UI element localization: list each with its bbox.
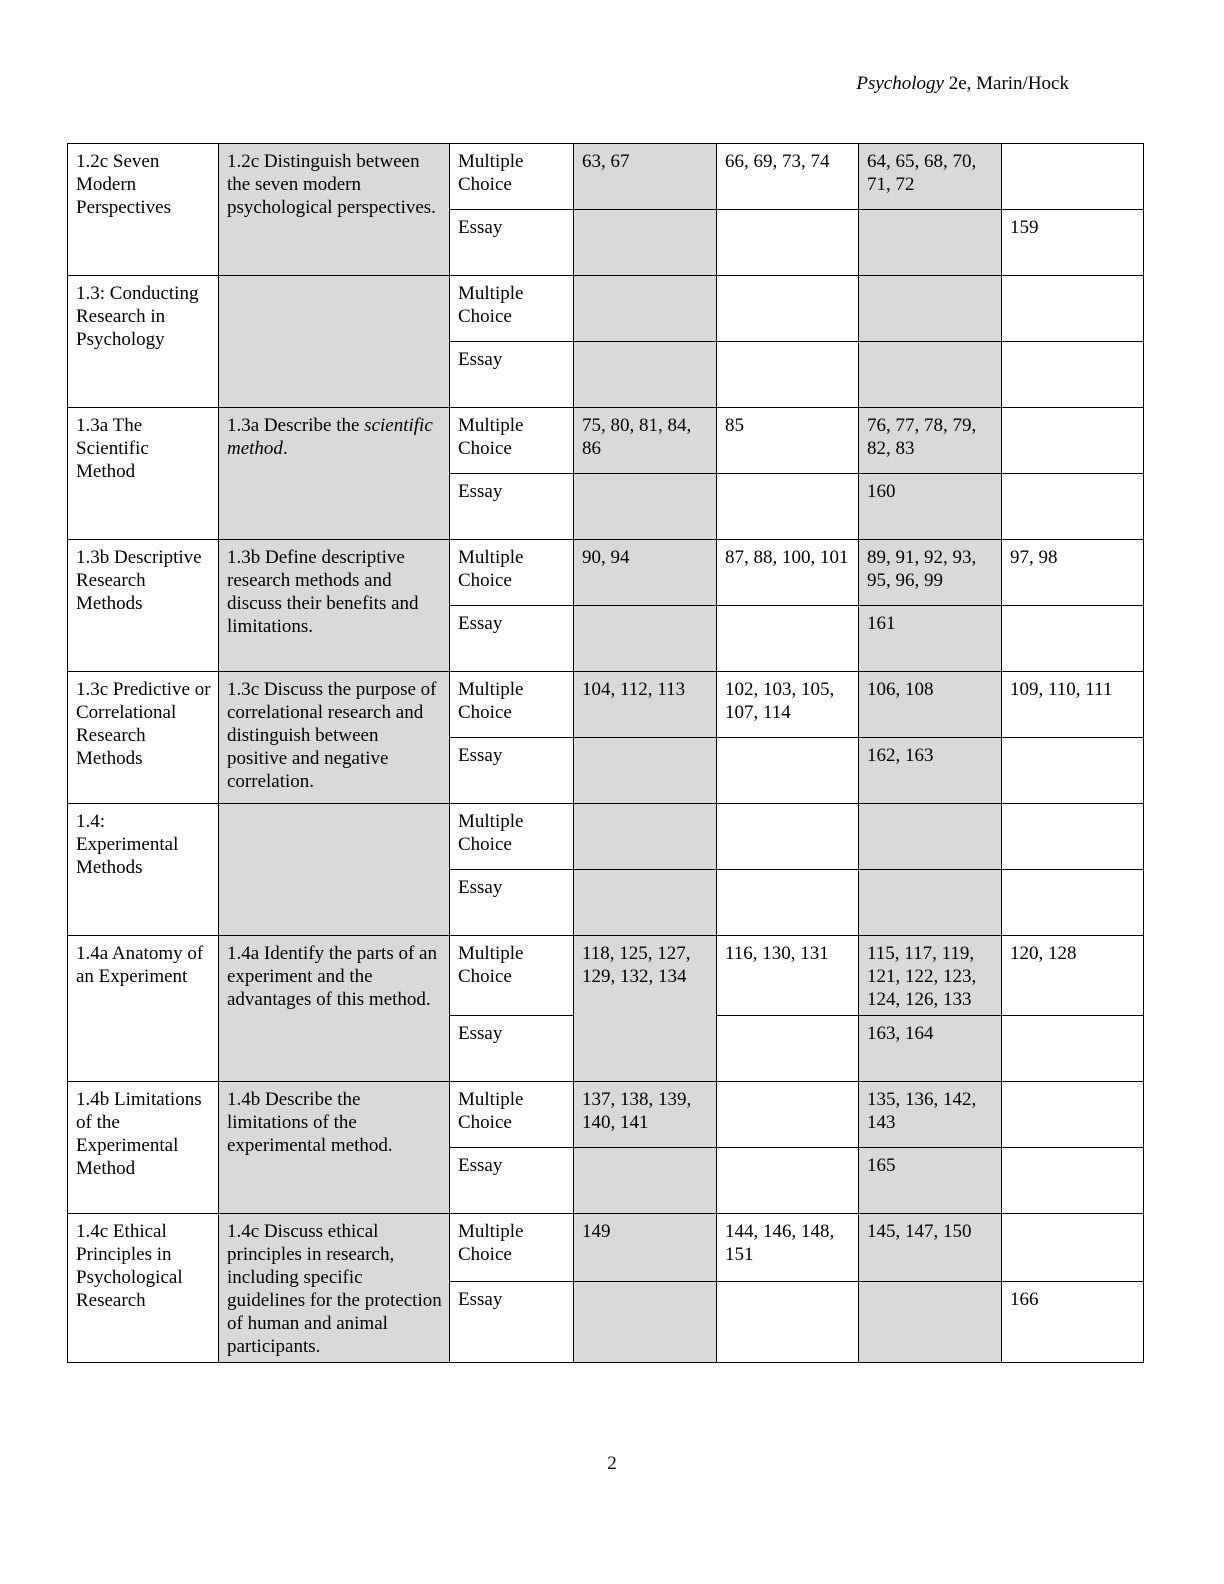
question-type-cell: Multiple Choice: [450, 540, 574, 606]
item-numbers-cell: 75, 80, 81, 84, 86: [574, 408, 717, 474]
item-numbers-cell: 120, 128: [1002, 936, 1144, 1016]
objective-cell: [219, 804, 450, 936]
item-numbers-cell: 90, 94: [574, 540, 717, 606]
question-type-cell: Essay: [450, 474, 574, 540]
topic-cell: 1.4b Limitations of the Experimental Method: [68, 1082, 219, 1214]
item-numbers-cell: [717, 1281, 859, 1362]
question-type-cell: Essay: [450, 210, 574, 276]
item-numbers-cell: 137, 138, 139, 140, 141: [574, 1082, 717, 1148]
topic-cell: 1.4a Anatomy of an Experiment: [68, 936, 219, 1082]
item-numbers-cell: 89, 91, 92, 93, 95, 96, 99: [859, 540, 1002, 606]
item-numbers-cell: [717, 1082, 859, 1148]
item-numbers-cell: [574, 738, 717, 804]
objective-text: 1.2c Distinguish between the seven modern psychological perspectives.: [227, 151, 436, 218]
question-type-cell: Essay: [450, 1148, 574, 1214]
item-numbers-cell: 144, 146, 148, 151: [717, 1214, 859, 1282]
item-numbers-cell: [574, 210, 717, 276]
topic-cell: 1.3c Predictive or Correlational Research Methods: [68, 672, 219, 804]
item-numbers-cell: [1002, 342, 1144, 408]
question-type-cell: Multiple Choice: [450, 804, 574, 870]
item-numbers-cell: 149: [574, 1214, 717, 1282]
question-type-cell: Essay: [450, 342, 574, 408]
item-numbers-cell: [717, 1016, 859, 1082]
item-numbers-cell: [1002, 804, 1144, 870]
item-numbers-cell: 159: [1002, 210, 1144, 276]
item-numbers-cell: [1002, 1016, 1144, 1082]
item-numbers-cell: [717, 804, 859, 870]
item-numbers-cell: 116, 130, 131: [717, 936, 859, 1016]
item-numbers-cell: [574, 276, 717, 342]
item-numbers-cell: [574, 474, 717, 540]
item-numbers-cell: 85: [717, 408, 859, 474]
item-numbers-cell: [717, 342, 859, 408]
item-numbers-cell: [859, 210, 1002, 276]
item-numbers-cell: [1002, 606, 1144, 672]
objective-text: 1.4b Describe the limitations of the experimental method.: [227, 1089, 393, 1156]
objective-text: 1.3b Define descriptive research methods and discuss their benefits and limitations.: [227, 547, 419, 637]
table-row: [68, 804, 1144, 870]
item-numbers-cell: 76, 77, 78, 79, 82, 83: [859, 408, 1002, 474]
question-type-cell: Essay: [450, 1281, 574, 1362]
table-row: [68, 936, 1144, 1016]
edition-authors: 2e, Marin/Hock: [943, 73, 1069, 94]
table-row: [68, 672, 1144, 738]
item-numbers-cell: 135, 136, 142, 143: [859, 1082, 1002, 1148]
objective-cell: [219, 540, 450, 672]
item-numbers-cell: 97, 98: [1002, 540, 1144, 606]
objective-cell: [219, 408, 450, 540]
question-type-cell: Multiple Choice: [450, 276, 574, 342]
table-row: [68, 540, 1144, 606]
topic-cell: 1.3a The Scientific Method: [68, 408, 219, 540]
objective-cell: [219, 672, 450, 804]
item-numbers-cell: 102, 103, 105, 107, 114: [717, 672, 859, 738]
objective-cell: [219, 144, 450, 276]
item-numbers-cell: [859, 1281, 1002, 1362]
objective-text: 1.3c Discuss the purpose of correlational research and distinguish between positive and negative correlation.: [227, 679, 437, 792]
table-row: [68, 1214, 1144, 1282]
question-type-cell: Multiple Choice: [450, 936, 574, 1016]
item-numbers-cell: 161: [859, 606, 1002, 672]
learning-objectives-table: [67, 143, 1144, 1363]
table-row: [68, 408, 1144, 474]
item-numbers-cell: 115, 117, 119, 121, 122, 123, 124, 126, 133: [859, 936, 1002, 1016]
item-numbers-cell: [574, 1148, 717, 1214]
item-numbers-cell: 160: [859, 474, 1002, 540]
objective-cell: [219, 1082, 450, 1214]
objective-text: 1.4c Discuss ethical principles in research, including specific guidelines for the protection of human and animal participants.: [227, 1221, 442, 1357]
item-numbers-cell: 63, 67: [574, 144, 717, 210]
objective-text: 1.3a Describe the: [227, 415, 365, 436]
question-type-cell: Essay: [450, 738, 574, 804]
item-numbers-cell: [717, 606, 859, 672]
topic-cell: 1.4: Experimental Methods: [68, 804, 219, 936]
question-type-cell: Multiple Choice: [450, 1082, 574, 1148]
objective-cell: [219, 936, 450, 1082]
table-row: [68, 144, 1144, 210]
item-numbers-cell: 118, 125, 127, 129, 132, 134: [574, 936, 717, 1082]
question-type-cell: Multiple Choice: [450, 1214, 574, 1282]
book-title: Psychology: [856, 73, 944, 94]
item-numbers-cell: [717, 1148, 859, 1214]
item-numbers-cell: 162, 163: [859, 738, 1002, 804]
topic-cell: 1.3: Conducting Research in Psychology: [68, 276, 219, 408]
question-type-cell: Multiple Choice: [450, 144, 574, 210]
question-type-cell: Multiple Choice: [450, 672, 574, 738]
table-row: [68, 1082, 1144, 1148]
table-row: [68, 276, 1144, 342]
objective-cell: [219, 1214, 450, 1363]
topic-cell: 1.4c Ethical Principles in Psychological Research: [68, 1214, 219, 1363]
objective-text: .: [282, 438, 288, 459]
item-numbers-cell: [1002, 408, 1144, 474]
objective-text: scientific method: [227, 415, 433, 459]
item-numbers-cell: [859, 870, 1002, 936]
topic-cell: 1.2c Seven Modern Perspectives: [68, 144, 219, 276]
item-numbers-cell: 163, 164: [859, 1016, 1002, 1082]
item-numbers-cell: [859, 804, 1002, 870]
item-numbers-cell: [717, 870, 859, 936]
item-numbers-cell: [1002, 276, 1144, 342]
question-type-cell: Essay: [450, 606, 574, 672]
item-numbers-cell: [717, 276, 859, 342]
item-numbers-cell: [1002, 474, 1144, 540]
item-numbers-cell: 106, 108: [859, 672, 1002, 738]
item-numbers-cell: 109, 110, 111: [1002, 672, 1144, 738]
item-numbers-cell: 87, 88, 100, 101: [717, 540, 859, 606]
topic-cell: 1.3b Descriptive Research Methods: [68, 540, 219, 672]
item-numbers-cell: 64, 65, 68, 70, 71, 72: [859, 144, 1002, 210]
item-numbers-cell: [1002, 1148, 1144, 1214]
item-numbers-cell: [717, 738, 859, 804]
item-numbers-cell: 165: [859, 1148, 1002, 1214]
item-numbers-cell: [1002, 870, 1144, 936]
item-numbers-cell: [1002, 1082, 1144, 1148]
item-numbers-cell: 66, 69, 73, 74: [717, 144, 859, 210]
item-numbers-cell: 145, 147, 150: [859, 1214, 1002, 1282]
item-numbers-cell: [859, 276, 1002, 342]
item-numbers-cell: 104, 112, 113: [574, 672, 717, 738]
question-type-cell: Essay: [450, 1016, 574, 1082]
item-numbers-cell: 166: [1002, 1281, 1144, 1362]
item-numbers-cell: [1002, 738, 1144, 804]
item-numbers-cell: [717, 474, 859, 540]
question-type-cell: Essay: [450, 870, 574, 936]
objective-cell: [219, 276, 450, 408]
running-header: [856, 71, 1069, 97]
item-numbers-cell: [574, 1281, 717, 1362]
item-numbers-cell: [859, 342, 1002, 408]
question-type-cell: Multiple Choice: [450, 408, 574, 474]
item-numbers-cell: [574, 870, 717, 936]
item-numbers-cell: [1002, 144, 1144, 210]
item-numbers-cell: [574, 342, 717, 408]
item-numbers-cell: [574, 606, 717, 672]
item-numbers-cell: [574, 804, 717, 870]
item-numbers-cell: [1002, 1214, 1144, 1282]
objective-text: 1.4a Identify the parts of an experiment and the advantages of this method.: [227, 943, 437, 1010]
page-number: 2: [607, 1453, 617, 1474]
item-numbers-cell: [717, 210, 859, 276]
